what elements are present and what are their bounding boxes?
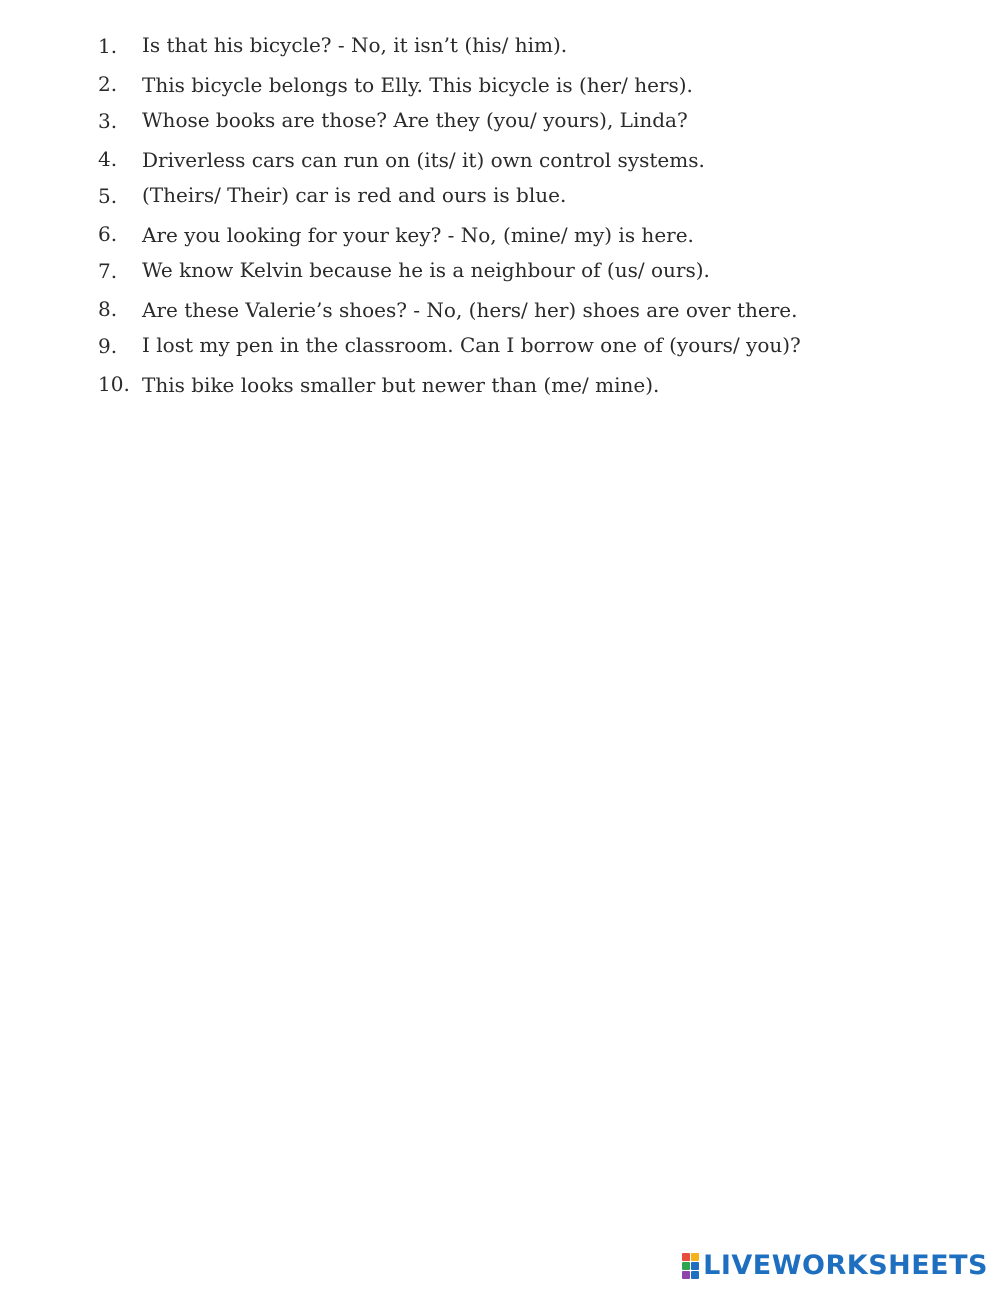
- exercise-item: [98, 103, 858, 141]
- item-text: This bicycle belongs to Elly. This bicycle is (her/ hers).: [142, 72, 693, 97]
- exercise-item: [98, 28, 858, 66]
- item-number: 7.: [98, 259, 118, 283]
- logo-block: [682, 1271, 690, 1279]
- item-text: Whose books are those? Are they (you/ yours), Linda?: [142, 108, 688, 132]
- logo-block: [691, 1271, 699, 1279]
- exercise-item: [98, 66, 858, 104]
- exercise-item: [98, 141, 858, 179]
- item-text: We know Kelvin because he is a neighbour of (us/ ours).: [142, 258, 710, 282]
- item-number: 9.: [98, 334, 118, 358]
- item-text: I lost my pen in the classroom. Can I borrow one of (yours/ you)?: [142, 333, 801, 357]
- exercise-item: [98, 366, 858, 404]
- exercise-item: [98, 216, 858, 254]
- item-number: 4.: [98, 146, 118, 171]
- watermark-text: LIVEWORKSHEETS: [703, 1250, 988, 1281]
- item-number: 3.: [98, 109, 118, 133]
- exercise-item: [98, 178, 858, 216]
- item-number: 8.: [98, 296, 118, 321]
- item-text: This bike looks smaller but newer than (me/ mine).: [142, 372, 660, 397]
- exercise-item: [98, 291, 858, 329]
- item-number: 10.: [98, 371, 130, 396]
- item-text: Driverless cars can run on (its/ it) own control systems.: [142, 147, 705, 172]
- item-text: (Theirs/ Their) car is red and ours is blue.: [142, 183, 567, 207]
- item-number: 2.: [98, 71, 118, 96]
- exercise-list: [98, 28, 858, 403]
- exercise-item: [98, 328, 858, 366]
- liveworksheets-watermark: [682, 1250, 988, 1282]
- item-number: 1.: [98, 34, 118, 58]
- logo-block: [691, 1262, 699, 1270]
- item-text: Are you looking for your key? - No, (mine/ my) is here.: [142, 222, 694, 247]
- logo-block: [682, 1262, 690, 1270]
- logo-block: [691, 1253, 699, 1261]
- exercise-item: [98, 253, 858, 291]
- item-number: 6.: [98, 221, 118, 246]
- item-number: 5.: [98, 184, 118, 208]
- logo-block: [682, 1253, 690, 1261]
- liveworksheets-logo-icon: [682, 1253, 699, 1279]
- item-text: Is that his bicycle? - No, it isn’t (his/ him).: [142, 33, 568, 57]
- item-text: Are these Valerie’s shoes? - No, (hers/ her) shoes are over there.: [142, 297, 798, 322]
